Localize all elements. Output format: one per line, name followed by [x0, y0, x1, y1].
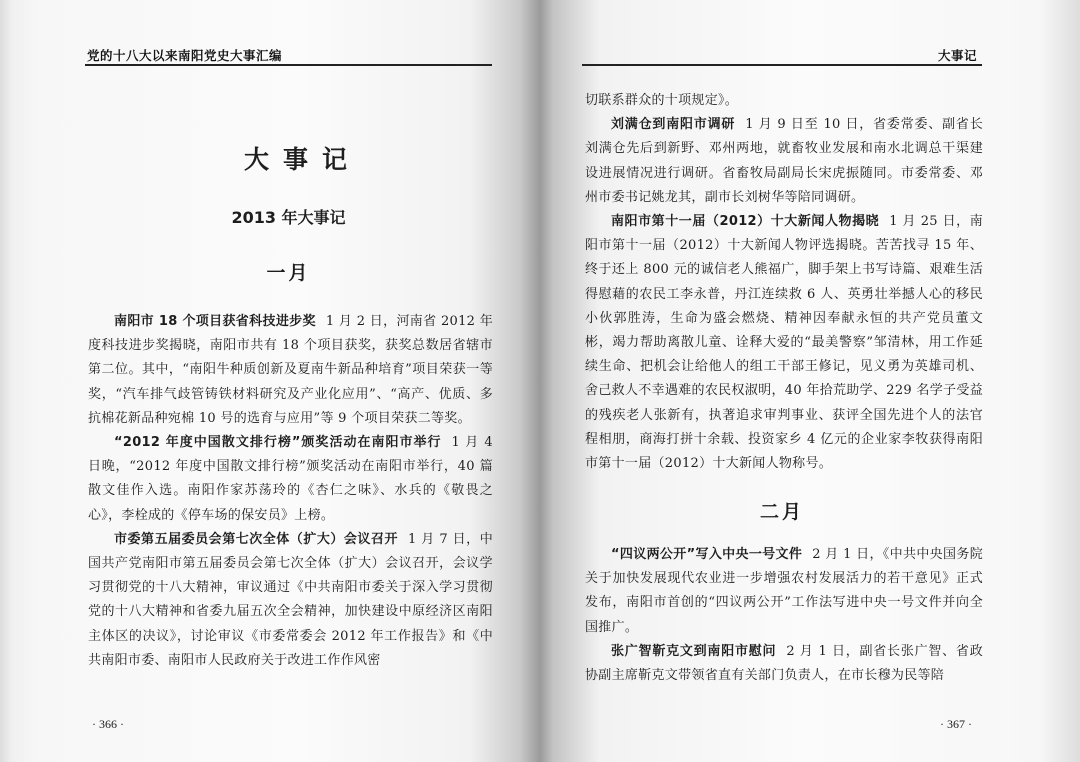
- entry-heading: 刘满仓到南阳市调研: [611, 117, 736, 133]
- right-page: [540, 0, 1080, 762]
- entry-heading: 南阳市第十一届（2012）十大新闻人物揭晓: [611, 214, 880, 230]
- right-header-rule: [582, 64, 982, 66]
- entry-heading: “四议两公开”写入中央一号文件: [611, 547, 803, 562]
- entry-heading: 张广智靳克文到南阳市慰问: [611, 643, 777, 659]
- entry-paragraph: [585, 113, 983, 210]
- entry-heading: 市委第五届委员会第七次全体（扩大）会议召开: [114, 531, 399, 547]
- month-heading-february: 二月: [759, 501, 804, 523]
- left-header-rule: [85, 64, 492, 66]
- right-body-text-february: [585, 543, 983, 688]
- month-heading-january: 一月: [266, 262, 311, 284]
- entry-paragraph: [585, 210, 983, 476]
- entry-text: 1 月 4 日晚，“2012 年度中国散文排行榜”颁奖活动在南阳市举行，40 篇散文佳作入选。南阳作家苏荡玲的《杏仁之味》、水兵的《敬畏之心》，李栓成的《停车场的保安员》上榜。: [88, 435, 493, 523]
- entry-text: 1 月 25 日，南阳市第十一届（2012）十大新闻人物评选揭晓。苦苦找寻 15 年、终于还上 800 元的诚信老人熊福广，脚手架上书写诗篇、艰难生活得慰藉的农民工李永普，丹江连续救 6 人、英勇壮举撼人心的移民小伙郭胜涛，生命为盛会燃烧、精神因奉献永恒的共产党员董文彬，竭力帮助离散儿童、诠释大爱的“最美警察”邹清林，用工作延续生命、把机会让给他人的组工干部王修记，见义勇为英雄司机、舍己救人不幸遇难的农民权淑明，40 年拾荒助学、229 名学子受益的残疾老人张新有，执著追求审判事业、获评全国先进个人的法官程相朋，商海打拼十余载、投资家乡 4 亿元的企业家李牧获得南阳市第十一届（2012）十大新闻人物称号。: [585, 214, 984, 472]
- entry-heading: 南阳市 18 个项目获省科技进步奖: [114, 314, 316, 329]
- entry-text: 1 月 2 日，河南省 2012 年度科技进步奖揭晓，南阳市共有 18 个项目获奖，获奖总数居省辖市第二位。其中，“南阳牛种质创新及夏南牛新品种培育”项目荣获一等奖，“汽车排气歧管铸铁材料研究及产业化应用”、“高产、优质、多抗棉花新品种宛棉 10 号的选育与应用”等 9 个项目荣获二等奖。: [88, 314, 493, 426]
- entry-text: 2 月 1 日，副省长张广智、省政协副主席靳克文带领省直有关部门负责人，在市长穆为民等陪: [585, 643, 983, 684]
- right-body-text-january: [585, 89, 983, 476]
- entry-paragraph: [88, 431, 493, 528]
- entry-paragraph: [88, 310, 493, 431]
- right-page-number: · 367 ·: [940, 717, 972, 731]
- entry-text: 1 月 7 日，中国共产党南阳市第五届委员会第七次全体（扩大）会议召开，会议学习贯彻党的十八大精神，审议通过《中共南阳市委关于深入学习贯彻党的十八大精神和省委九届五次全会精神，加快建设中原经济区南阳主体区的决议》，讨论审议《市委常委会 2012 年工作报告》和《中共南阳市委、南阳市人民政府关于改进工作作风密: [88, 531, 493, 668]
- entry-text: 2 月 1 日，《中共中央国务院关于加快发展现代农业进一步增强农村发展活力的若干意见》正式发布，南阳市首创的“四议两公开”工作法写进中央一号文件并向全国推广。: [585, 547, 983, 635]
- entry-heading: “2012 年度中国散文排行榜”颁奖活动在南阳市举行: [114, 435, 442, 451]
- entry-paragraph: [88, 528, 493, 673]
- left-body-text: [88, 310, 493, 673]
- continuation-text: 切联系群众的十项规定》。: [585, 93, 739, 108]
- left-page-number: · 366 ·: [92, 717, 124, 731]
- year-heading: 2013 年大事记: [231, 208, 346, 227]
- right-running-head: 大事记: [937, 48, 977, 63]
- entry-text: 1 月 9 日至 10 日，省委常委、副省长刘满仓先后到新野、邓州两地，就畜牧业发展和南水北调总干渠建设进展情况进行调研。省畜牧局副局长宋虎振随同。市委常委、邓州市委书记姚龙其，副市长刘树华等陪同调研。: [585, 117, 983, 205]
- left-running-head: 党的十八大以来南阳党史大事汇编: [87, 48, 283, 63]
- entry-paragraph: [585, 640, 983, 688]
- chapter-title: 大事记: [243, 145, 361, 174]
- entry-paragraph: [585, 543, 983, 640]
